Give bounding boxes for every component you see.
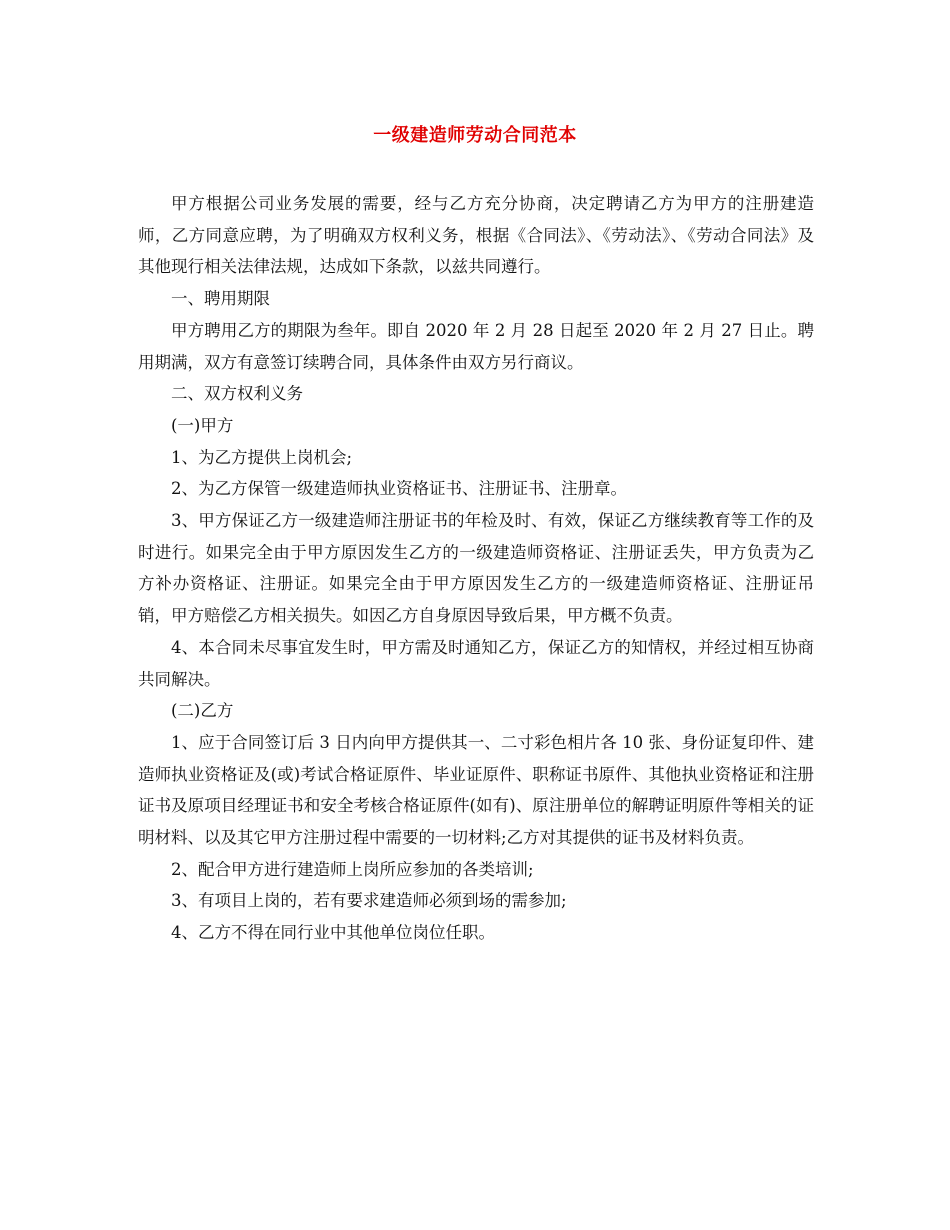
document-title: 一级建造师劳动合同范本 (373, 125, 577, 146)
party-a-item-4: 4、本合同未尽事宜发生时，甲方需及时通知乙方，保证乙方的知情权，并经过相互协商共同解决。 (138, 637, 814, 689)
subsection-heading-party-b: (二)乙方 (171, 701, 234, 721)
party-b-item-3: 3、有项目上岗的，若有要求建造师必须到场的需参加; (171, 891, 567, 911)
paragraph-term: 甲方聘用乙方的期限为叁年。即自 2020 年 2 月 28 日起至 2020 年 2 月 27 日止。聘用期满，双方有意签订续聘合同，具体条件由双方另行商议。 (138, 320, 814, 372)
party-a-item-3: 3、甲方保证乙方一级建造师注册证书的年检及时、有效，保证乙方继续教育等工作的及时进行。如果完全由于甲方原因发生乙方的一级建造师资格证、注册证丢失，甲方负责为乙方补办资格证、注册证。如果完全由于甲方原因发生乙方的一级建造师资格证、注册证吊销，甲方赔偿乙方相关损失。如因乙方自身原因导致后果，甲方概不负责。 (138, 511, 814, 626)
paragraph-intro: 甲方根据公司业务发展的需要，经与乙方充分协商，决定聘请乙方为甲方的注册建造师，乙方同意应聘，为了明确双方权利义务，根据《合同法》、《劳动法》、《劳动合同法》及其他现行相关法律法规，达成如下条款，以兹共同遵行。 (138, 194, 814, 277)
party-a-item-1: 1、为乙方提供上岗机会; (171, 447, 353, 467)
document-body (138, 188, 814, 949)
party-b-item-4: 4、乙方不得在同行业中其他单位岗位任职。 (171, 923, 495, 943)
subsection-heading-party-a: (一)甲方 (171, 415, 234, 435)
party-a-item-2: 2、为乙方保管一级建造师执业资格证书、注册证书、注册章。 (171, 479, 627, 499)
section-heading-rights: 二、双方权利义务 (171, 384, 303, 404)
section-heading-term: 一、聘用期限 (171, 289, 270, 309)
party-b-item-2: 2、配合甲方进行建造师上岗所应参加的各类培训; (171, 859, 534, 879)
party-b-item-1: 1、应于合同签订后 3 日内向甲方提供其一、二寸彩色相片各 10 张、身份证复印件、建造师执业资格证及(或)考试合格证原件、毕业证原件、职称证书原件、其他执业资格证和注册证书及原项目经理证书和安全考核合格证原件(如有)、原注册单位的解聘证明原件等相关的证明材料、以及其它甲方注册过程中需要的一切材料;乙方对其提供的证书及材料负责。 (138, 732, 814, 848)
